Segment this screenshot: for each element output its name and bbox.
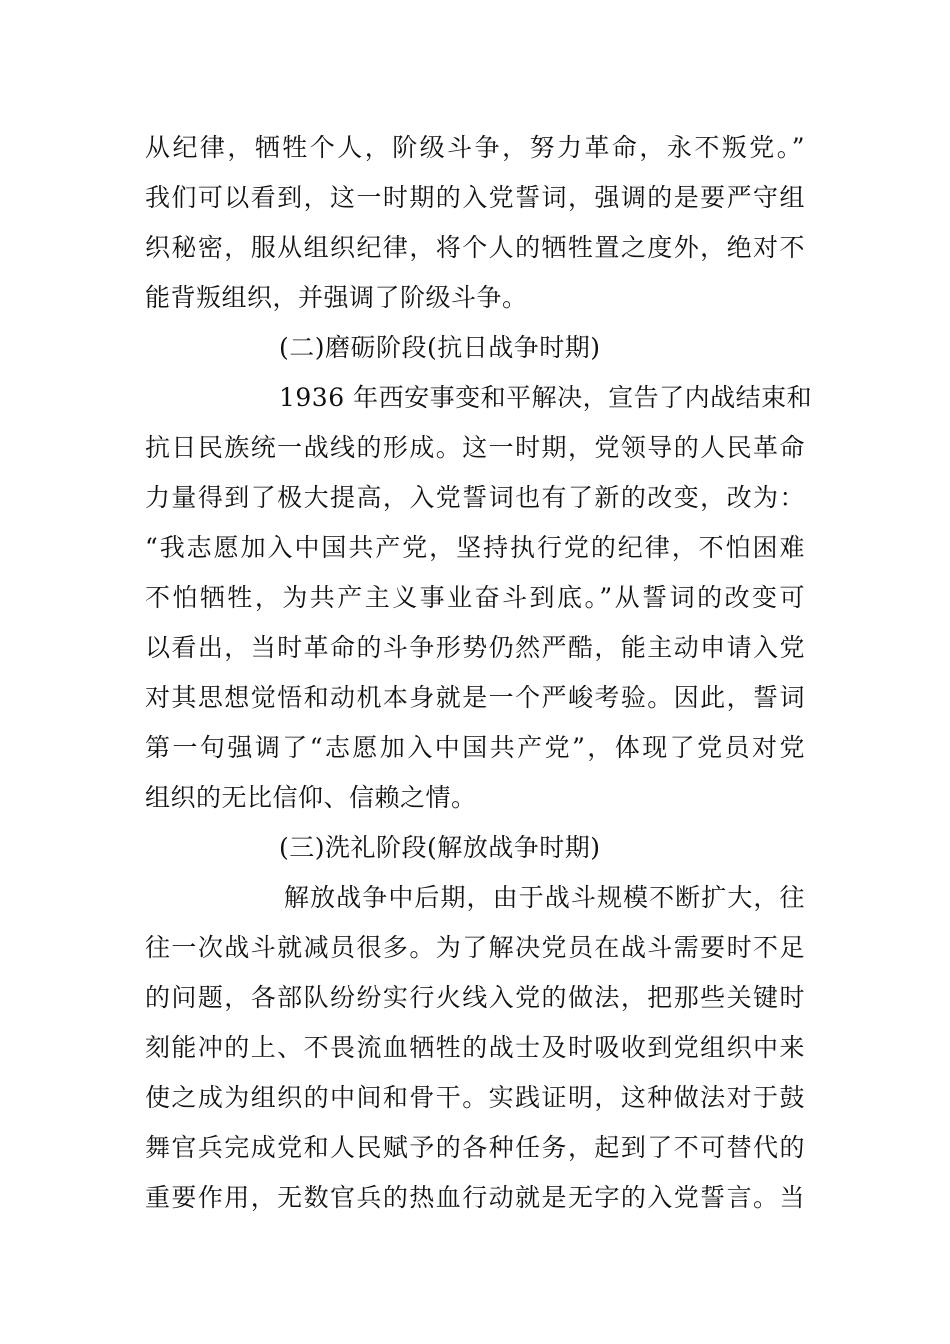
- paragraph-2-line-9: 组织的无比信仰、信赖之情。: [145, 783, 477, 812]
- paragraph-3-line-5: 使之成为组织的中间和骨干。实践证明，这种做法对于鼓: [145, 1083, 805, 1112]
- paragraph-1-line-3: 织秘密，服从组织纪律，将个人的牺牲置之度外，绝对不: [145, 233, 805, 262]
- paragraph-3-line-2: 往一次战斗就减员很多。为了解决党员在战斗需要时不足: [145, 933, 805, 962]
- paragraph-2-first-line: 1936 年西安事变和平解决，宣告了内战结束和: [279, 383, 813, 412]
- paragraph-3-line-6: 舞官兵完成党和人民赋予的各种任务，起到了不可替代的: [145, 1133, 805, 1162]
- paragraph-2-line-3: 力量得到了极大提高，入党誓词也有了新的改变，改为：: [145, 483, 805, 512]
- paragraph-2-line-5: 不怕牺牲，为共产主义事业奋斗到底。”从誓词的改变可: [145, 583, 805, 612]
- paragraph-3-first-line: 解放战争中后期，由于战斗规模不断扩大，往: [284, 883, 805, 912]
- section-heading-2: (二)磨砺阶段(抗日战争时期): [279, 333, 601, 362]
- paragraph-2-line-8: 第一句强调了“志愿加入中国共产党”，体现了党员对党: [145, 733, 805, 762]
- paragraph-2-line-7: 对其思想觉悟和动机本身就是一个严峻考验。因此，誓词: [145, 683, 805, 712]
- paragraph-2-line-4: “我志愿加入中国共产党，坚持执行党的纪律，不怕困难: [145, 533, 805, 562]
- paragraph-2-line-2: 抗日民族统一战线的形成。这一时期，党领导的人民革命: [145, 433, 805, 462]
- section-heading-3: (三)洗礼阶段(解放战争时期): [279, 833, 601, 862]
- paragraph-3-line-4: 刻能冲的上、不畏流血牺牲的战士及时吸收到党组织中来: [145, 1033, 805, 1062]
- paragraph-1-line-1: 从纪律，牺牲个人，阶级斗争，努力革命，永不叛党。”: [145, 133, 805, 162]
- paragraph-2-line-6: 以看出，当时革命的斗争形势仍然严酷，能主动申请入党: [145, 633, 805, 662]
- paragraph-1-line-2: 我们可以看到，这一时期的入党誓词，强调的是要严守组: [145, 183, 805, 212]
- paragraph-3-line-7: 重要作用，无数官兵的热血行动就是无字的入党誓言。当: [145, 1183, 805, 1212]
- paragraph-3-line-3: 的问题，各部队纷纷实行火线入党的做法，把那些关键时: [145, 983, 805, 1012]
- paragraph-1-line-4: 能背叛组织，并强调了阶级斗争。: [145, 283, 528, 312]
